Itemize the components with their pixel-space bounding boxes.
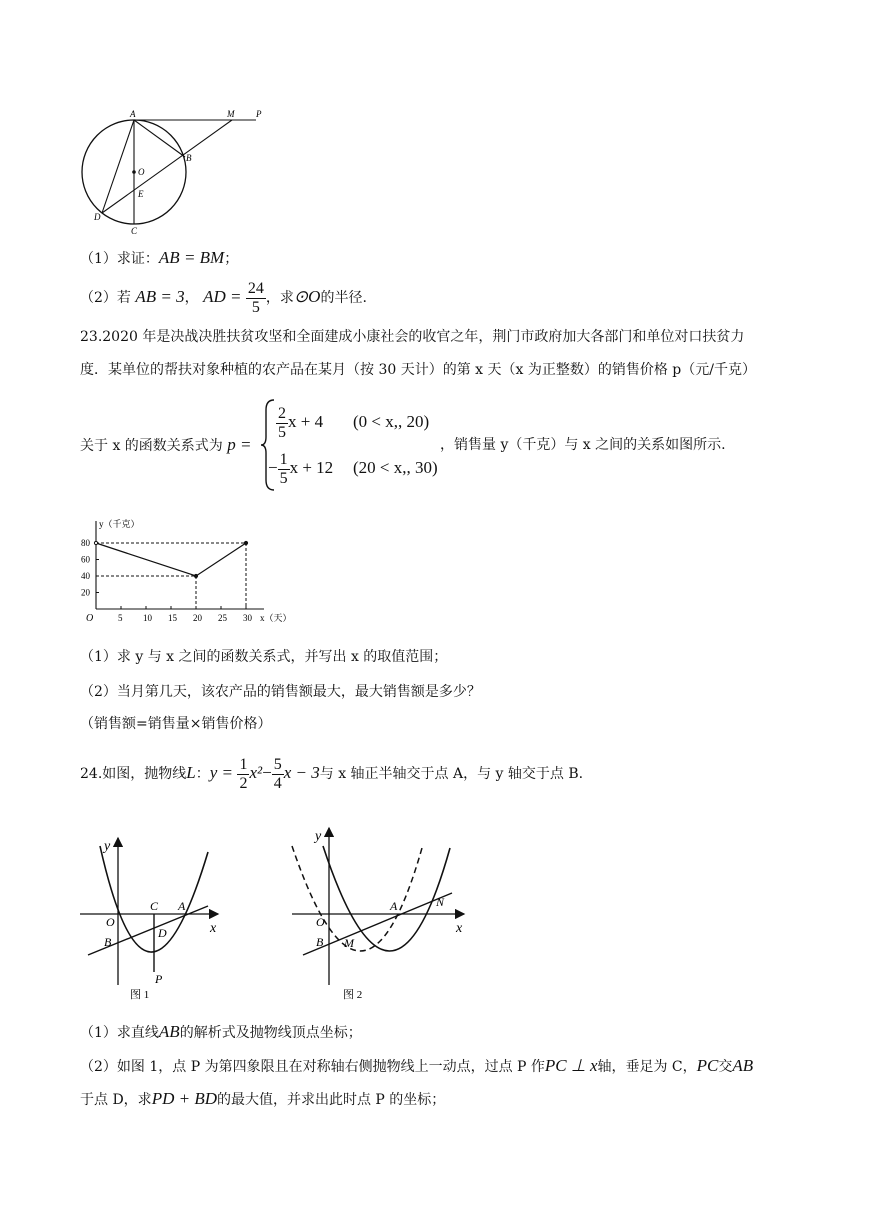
fig2-parabola-solid <box>323 846 450 951</box>
q23-line3-suffix: ，销售量 y（千克）与 x 之间的关系如图所示. <box>440 437 726 453</box>
q24-frac2-num: 5 <box>273 755 282 773</box>
label-o: O <box>138 167 145 177</box>
fig1-caption: 图 1 <box>130 989 150 1001</box>
x-tick-label: 20 <box>193 613 202 623</box>
fig1-label-c: C <box>150 899 159 913</box>
q24-x2: x² <box>249 763 263 782</box>
q22-p1-suffix: ； <box>224 251 239 267</box>
q22-p2-suffix: 的半径. <box>320 290 367 306</box>
q24-minus: − <box>262 763 272 782</box>
q24-frac1-num: 1 <box>239 755 248 773</box>
q24-q1-prefix: （1）求直线 <box>80 1025 159 1041</box>
q23-p-equals: p = <box>227 435 252 454</box>
fig1-label-b: B <box>104 935 112 949</box>
x-axis-label: x（天） <box>260 613 292 623</box>
case1-num: 2 <box>278 404 286 422</box>
fig2-line-ab <box>303 893 452 955</box>
q24-q2-line2-suffix: 的最大值，并求出此时点 P 的坐标； <box>216 1092 446 1108</box>
fig2-label-m: M <box>344 936 354 950</box>
fig1-label-o: O <box>106 915 115 929</box>
q24-tail: x − 3 <box>283 763 320 782</box>
q24-frac2-den: 4 <box>273 774 282 792</box>
case2-num: 1 <box>279 450 288 468</box>
q23-line1: 23.2020 年是决战决胜扶贫攻坚和全面建成小康社会的收官之年，荆门市政府加大各部门和单位对口扶贫力 <box>80 329 745 345</box>
fig1-label-p: P <box>155 972 163 986</box>
y-axis-label: y（千克） <box>99 519 140 529</box>
fig1-label-a: A <box>178 899 186 913</box>
y-tick-label: 60 <box>81 554 90 565</box>
case2-den: 5 <box>279 469 288 487</box>
x-tick-label: 10 <box>143 613 152 623</box>
q22-p2-ab: AB = 3 <box>135 287 185 306</box>
q24-q2-cross: 交 <box>718 1059 733 1075</box>
y-tick-label: 40 <box>81 571 90 581</box>
origin-label: O <box>86 613 94 624</box>
q22-p2-ad: AD = <box>203 287 242 306</box>
y-tick-label: 80 <box>81 538 90 548</box>
q22-p1-prefix: （1）求证： <box>80 251 159 267</box>
x-tick-label: 25 <box>218 613 227 623</box>
q23-case2-cond: (20 < x,, 30) <box>353 458 438 477</box>
q23-line2: 度．某单位的帮扶对象种植的农产品在某月（按 30 天计）的第 x 天（x 为正整数）的销售价格 p（元/千克） <box>80 362 756 378</box>
fig2-caption: 图 2 <box>343 989 363 1001</box>
q24-q2-prefix: （2）如图 1，点 P 为第四象限且在对称轴右侧抛物线上一动点，过点 P 作 <box>80 1059 545 1075</box>
q22-p2-circle: ⊙O <box>293 287 321 306</box>
q22-p2-sep: ， <box>184 290 199 306</box>
q24-q2-expr: PD + BD <box>151 1089 217 1108</box>
q22-p2-mid: ，求 <box>265 290 294 306</box>
fig2-label-x: x <box>456 921 463 936</box>
q24-q2-pc: PC <box>696 1056 719 1075</box>
label-p: P <box>256 109 262 119</box>
q22-frac-num: 24 <box>247 279 264 297</box>
q24-L: L <box>186 763 196 782</box>
label-a: A <box>130 109 136 119</box>
label-m: M <box>227 109 235 119</box>
fig2-parabola-dashed <box>292 846 422 951</box>
q23-case1-cond: (0 < x,, 20) <box>353 412 430 431</box>
fig2-label-b: B <box>316 935 324 949</box>
q22-frac-den: 5 <box>251 298 260 316</box>
fig2-label-o: O <box>316 915 325 929</box>
q22-p2-prefix: （2）若 <box>80 290 131 306</box>
case1-tail: x + 4 <box>288 412 324 431</box>
fig1-label-d: D <box>158 926 167 940</box>
q24-q2-line2-prefix: 于点 D，求 <box>80 1092 152 1108</box>
q23-question2: （2）当月第几天，该农产品的销售额最大，最大销售额是多少？ <box>80 684 481 700</box>
q24-question2-line2 <box>80 1089 445 1110</box>
q24-suffix: 与 x 轴正半轴交于点 A，与 y 轴交于点 B. <box>319 766 584 782</box>
case1-den: 5 <box>278 423 286 441</box>
x-tick-label: 30 <box>243 613 252 623</box>
fig2-label-n: N <box>436 895 445 909</box>
q24-prefix: 24.如图，抛物线 <box>80 766 187 782</box>
fig1-label-x: x <box>210 921 217 936</box>
fig2-label-a: A <box>390 899 398 913</box>
q24-q2-mid: 轴，垂足为 C， <box>597 1059 697 1075</box>
q24-q2-perp: PC ⊥ x <box>544 1056 598 1075</box>
y-tick-label: 20 <box>81 587 90 598</box>
q24-q1-ab: AB <box>158 1022 180 1041</box>
q24-colon: ： <box>195 766 210 782</box>
fig1-label-y: y <box>104 839 111 854</box>
q24-y: y = <box>209 763 234 782</box>
x-tick-label: 5 <box>118 613 123 623</box>
label-d: D <box>94 212 101 222</box>
q22-p1-math: AB = BM <box>158 248 225 267</box>
fig2-label-y: y <box>315 829 322 844</box>
label-e: E <box>138 189 144 199</box>
q23-func-prefix: 关于 x 的函数关系式为 <box>80 438 223 454</box>
q24-question2-line1 <box>80 1056 753 1077</box>
q24-q2-ab: AB <box>732 1056 754 1075</box>
case2-tail: x + 12 <box>289 458 334 477</box>
q23-note: （销售额=销售量×销售价格） <box>80 716 272 732</box>
label-c: C <box>131 226 138 236</box>
x-tick-label: 15 <box>168 613 177 623</box>
q24-frac1-den: 2 <box>239 774 248 792</box>
q24-question1 <box>80 1022 362 1043</box>
label-b: B <box>186 153 192 163</box>
case2-sign: − <box>268 458 278 477</box>
q23-question1: （1）求 y 与 x 之间的函数关系式，并写出 x 的取值范围； <box>80 649 448 665</box>
q24-q1-suffix: 的解析式及抛物线顶点坐标； <box>179 1025 362 1041</box>
